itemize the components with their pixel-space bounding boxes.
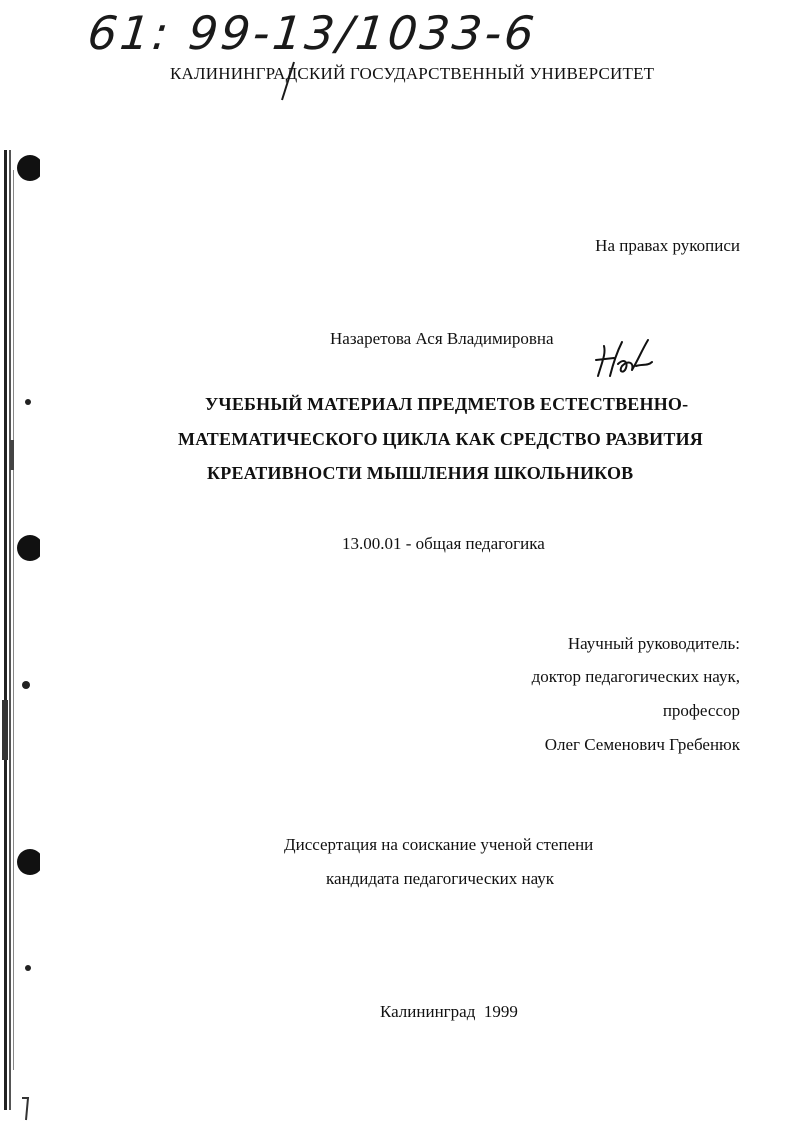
degree-line-1: Диссертация на соискание ученой степени — [284, 835, 594, 854]
supervisor-name: Олег Семенович Гребенюк — [544, 735, 740, 754]
supervisor-label: Научный руководитель: — [567, 634, 740, 653]
degree-line-2: кандидата педагогических наук — [326, 869, 555, 888]
specialty-code: 13.00.01 - общая педагогика — [342, 534, 545, 553]
manuscript-rights: На правах рукописи — [595, 236, 740, 255]
punch-hole-3 — [17, 849, 40, 875]
punch-hole-1 — [17, 155, 40, 181]
university-name: КАЛИНИНГРАДСКИЙ ГОСУДАРСТВЕННЫЙ УНИВЕРСИТЕТ — [170, 64, 655, 83]
binding-edge — [0, 0, 40, 1123]
archive-code: 61: 99-13/1033-6 — [85, 6, 540, 60]
supervisor-rank: профессор — [662, 701, 740, 720]
city-year: Калининград 1999 — [380, 1002, 518, 1021]
dissertation-title-line-3: КРЕАТИВНОСТИ МЫШЛЕНИЯ ШКОЛЬНИКОВ — [207, 463, 634, 483]
supervisor-degree: доктор педагогических наук, — [531, 667, 740, 686]
author-signature — [592, 336, 656, 384]
dissertation-title-line-1: УЧЕБНЫЙ МАТЕРИАЛ ПРЕДМЕТОВ ЕСТЕСТВЕННО- — [205, 394, 689, 414]
author-name: Назаретова Ася Владимировна — [330, 329, 554, 348]
dissertation-title-line-2: МАТЕМАТИЧЕСКОГО ЦИКЛА КАК СРЕДСТВО РАЗВИТИЯ — [178, 429, 703, 449]
punch-hole-2 — [17, 535, 40, 561]
